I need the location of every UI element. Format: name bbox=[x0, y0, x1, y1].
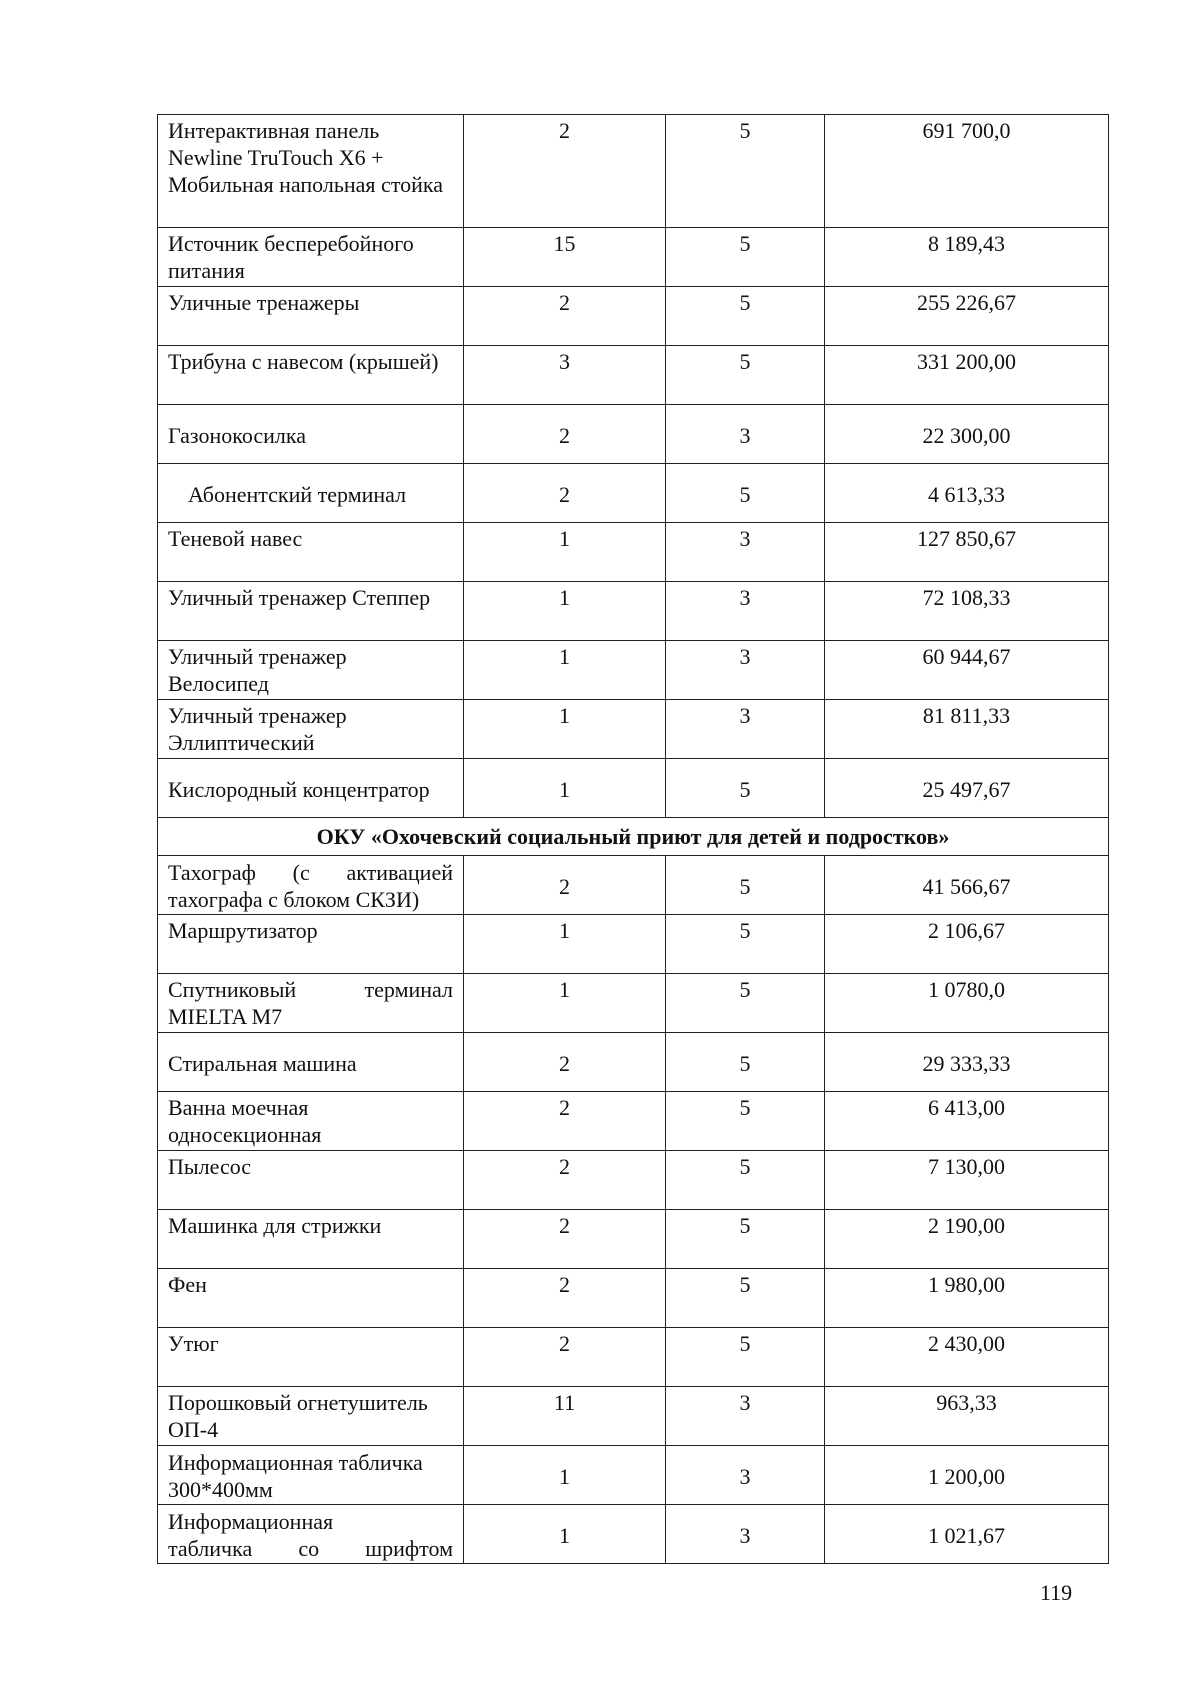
price-cell: 127 850,67 bbox=[825, 523, 1109, 582]
price-cell: 255 226,67 bbox=[825, 287, 1109, 346]
years-cell: 5 bbox=[666, 115, 825, 228]
table-row bbox=[158, 1033, 1109, 1092]
price-cell: 1 200,00 bbox=[825, 1446, 1109, 1505]
quantity-cell: 2 bbox=[464, 464, 666, 523]
quantity-cell: 2 bbox=[464, 1269, 666, 1328]
table-row bbox=[158, 1092, 1109, 1151]
table-row bbox=[158, 856, 1109, 915]
price-cell: 1 0780,0 bbox=[825, 974, 1109, 1033]
table-row bbox=[158, 523, 1109, 582]
price-cell: 81 811,33 bbox=[825, 700, 1109, 759]
equipment-table bbox=[157, 114, 1109, 1564]
item-name-line: табличка со шрифтом bbox=[168, 1536, 453, 1561]
table-row bbox=[158, 228, 1109, 287]
price-cell: 22 300,00 bbox=[825, 405, 1109, 464]
section-header-row bbox=[158, 818, 1109, 856]
item-name-line: MIELTA M7 bbox=[168, 1004, 283, 1029]
item-name-line: Спутниковый терминал bbox=[168, 977, 453, 1002]
item-name-line: Информационная bbox=[168, 1509, 334, 1534]
quantity-cell: 1 bbox=[464, 582, 666, 641]
table-row bbox=[158, 915, 1109, 974]
quantity-cell: 2 bbox=[464, 405, 666, 464]
quantity-cell: 2 bbox=[464, 115, 666, 228]
item-name-cell bbox=[158, 1505, 464, 1564]
price-cell: 25 497,67 bbox=[825, 759, 1109, 818]
table-row bbox=[158, 641, 1109, 700]
quantity-cell: 1 bbox=[464, 915, 666, 974]
quantity-cell: 1 bbox=[464, 700, 666, 759]
table-row bbox=[158, 1269, 1109, 1328]
price-cell: 963,33 bbox=[825, 1387, 1109, 1446]
quantity-cell: 1 bbox=[464, 523, 666, 582]
item-name-line: Тахограф (с активацией bbox=[168, 860, 453, 885]
years-cell: 3 bbox=[666, 405, 825, 464]
years-cell: 5 bbox=[666, 1269, 825, 1328]
years-cell: 5 bbox=[666, 228, 825, 287]
quantity-cell: 2 bbox=[464, 287, 666, 346]
item-name-cell: Газонокосилка bbox=[158, 405, 464, 464]
price-cell: 8 189,43 bbox=[825, 228, 1109, 287]
table-row bbox=[158, 346, 1109, 405]
item-name-cell: Маршрутизатор bbox=[158, 915, 464, 974]
price-cell: 4 613,33 bbox=[825, 464, 1109, 523]
price-cell: 331 200,00 bbox=[825, 346, 1109, 405]
price-cell: 60 944,67 bbox=[825, 641, 1109, 700]
table-row bbox=[158, 464, 1109, 523]
years-cell: 5 bbox=[666, 287, 825, 346]
table-row bbox=[158, 1505, 1109, 1564]
item-name-line: тахографа с блоком СКЗИ) bbox=[168, 887, 420, 912]
item-name-cell: Абонентский терминал bbox=[158, 464, 464, 523]
years-cell: 3 bbox=[666, 1505, 825, 1564]
quantity-cell: 2 bbox=[464, 1092, 666, 1151]
quantity-cell: 3 bbox=[464, 346, 666, 405]
years-cell: 5 bbox=[666, 856, 825, 915]
item-name-cell: Уличные тренажеры bbox=[158, 287, 464, 346]
table-row bbox=[158, 1151, 1109, 1210]
item-name-cell: Информационная табличка 300*400мм bbox=[158, 1446, 464, 1505]
price-cell: 7 130,00 bbox=[825, 1151, 1109, 1210]
item-name-cell: Уличный тренажер Эллиптический bbox=[158, 700, 464, 759]
table-row bbox=[158, 405, 1109, 464]
item-name-cell bbox=[158, 974, 464, 1033]
item-name-cell: Порошковый огнетушитель ОП-4 bbox=[158, 1387, 464, 1446]
years-cell: 5 bbox=[666, 1033, 825, 1092]
years-cell: 3 bbox=[666, 523, 825, 582]
quantity-cell: 2 bbox=[464, 1328, 666, 1387]
quantity-cell: 11 bbox=[464, 1387, 666, 1446]
years-cell: 3 bbox=[666, 700, 825, 759]
years-cell: 3 bbox=[666, 1446, 825, 1505]
years-cell: 3 bbox=[666, 641, 825, 700]
quantity-cell: 1 bbox=[464, 1505, 666, 1564]
price-cell: 6 413,00 bbox=[825, 1092, 1109, 1151]
table-row bbox=[158, 700, 1109, 759]
price-cell: 29 333,33 bbox=[825, 1033, 1109, 1092]
section-title: ОКУ «Охочевский социальный приют для детей и подростков» bbox=[158, 818, 1109, 856]
price-cell: 2 430,00 bbox=[825, 1328, 1109, 1387]
item-name-cell: Стиральная машина bbox=[158, 1033, 464, 1092]
years-cell: 5 bbox=[666, 1210, 825, 1269]
item-name-cell: Фен bbox=[158, 1269, 464, 1328]
quantity-cell: 2 bbox=[464, 1033, 666, 1092]
quantity-cell: 2 bbox=[464, 1210, 666, 1269]
price-cell: 2 106,67 bbox=[825, 915, 1109, 974]
table-row bbox=[158, 287, 1109, 346]
years-cell: 5 bbox=[666, 915, 825, 974]
quantity-cell: 2 bbox=[464, 1151, 666, 1210]
item-name-cell: Уличный тренажер Степпер bbox=[158, 582, 464, 641]
item-name-cell: Теневой навес bbox=[158, 523, 464, 582]
item-name-cell: Интерактивная панель Newline TruTouch X6 + Мобильная напольная стойка bbox=[158, 115, 464, 228]
price-cell: 1 021,67 bbox=[825, 1505, 1109, 1564]
table-row bbox=[158, 1387, 1109, 1446]
price-cell: 1 980,00 bbox=[825, 1269, 1109, 1328]
quantity-cell: 1 bbox=[464, 641, 666, 700]
item-name-cell: Машинка для стрижки bbox=[158, 1210, 464, 1269]
years-cell: 5 bbox=[666, 1328, 825, 1387]
item-name-cell: Уличный тренажер Велосипед bbox=[158, 641, 464, 700]
item-name-cell: Ванна моечная односекционная bbox=[158, 1092, 464, 1151]
table-row bbox=[158, 1328, 1109, 1387]
price-cell: 41 566,67 bbox=[825, 856, 1109, 915]
quantity-cell: 1 bbox=[464, 1446, 666, 1505]
table-row bbox=[158, 1446, 1109, 1505]
table-row bbox=[158, 759, 1109, 818]
item-name-cell: Пылесос bbox=[158, 1151, 464, 1210]
years-cell: 5 bbox=[666, 759, 825, 818]
years-cell: 5 bbox=[666, 346, 825, 405]
table-row bbox=[158, 1210, 1109, 1269]
item-name-cell: Трибуна с навесом (крышей) bbox=[158, 346, 464, 405]
years-cell: 3 bbox=[666, 582, 825, 641]
years-cell: 5 bbox=[666, 974, 825, 1033]
quantity-cell: 15 bbox=[464, 228, 666, 287]
price-cell: 2 190,00 bbox=[825, 1210, 1109, 1269]
item-name-cell: Источник бесперебойного питания bbox=[158, 228, 464, 287]
years-cell: 5 bbox=[666, 464, 825, 523]
table-row bbox=[158, 582, 1109, 641]
item-name-cell: Утюг bbox=[158, 1328, 464, 1387]
table-row bbox=[158, 974, 1109, 1033]
years-cell: 5 bbox=[666, 1151, 825, 1210]
item-name-cell: Кислородный концентратор bbox=[158, 759, 464, 818]
years-cell: 5 bbox=[666, 1092, 825, 1151]
page-number: 119 bbox=[1040, 1580, 1073, 1605]
years-cell: 3 bbox=[666, 1387, 825, 1446]
quantity-cell: 1 bbox=[464, 974, 666, 1033]
price-cell: 72 108,33 bbox=[825, 582, 1109, 641]
price-cell: 691 700,0 bbox=[825, 115, 1109, 228]
item-name-cell bbox=[158, 856, 464, 915]
table-row bbox=[158, 115, 1109, 228]
quantity-cell: 2 bbox=[464, 856, 666, 915]
quantity-cell: 1 bbox=[464, 759, 666, 818]
